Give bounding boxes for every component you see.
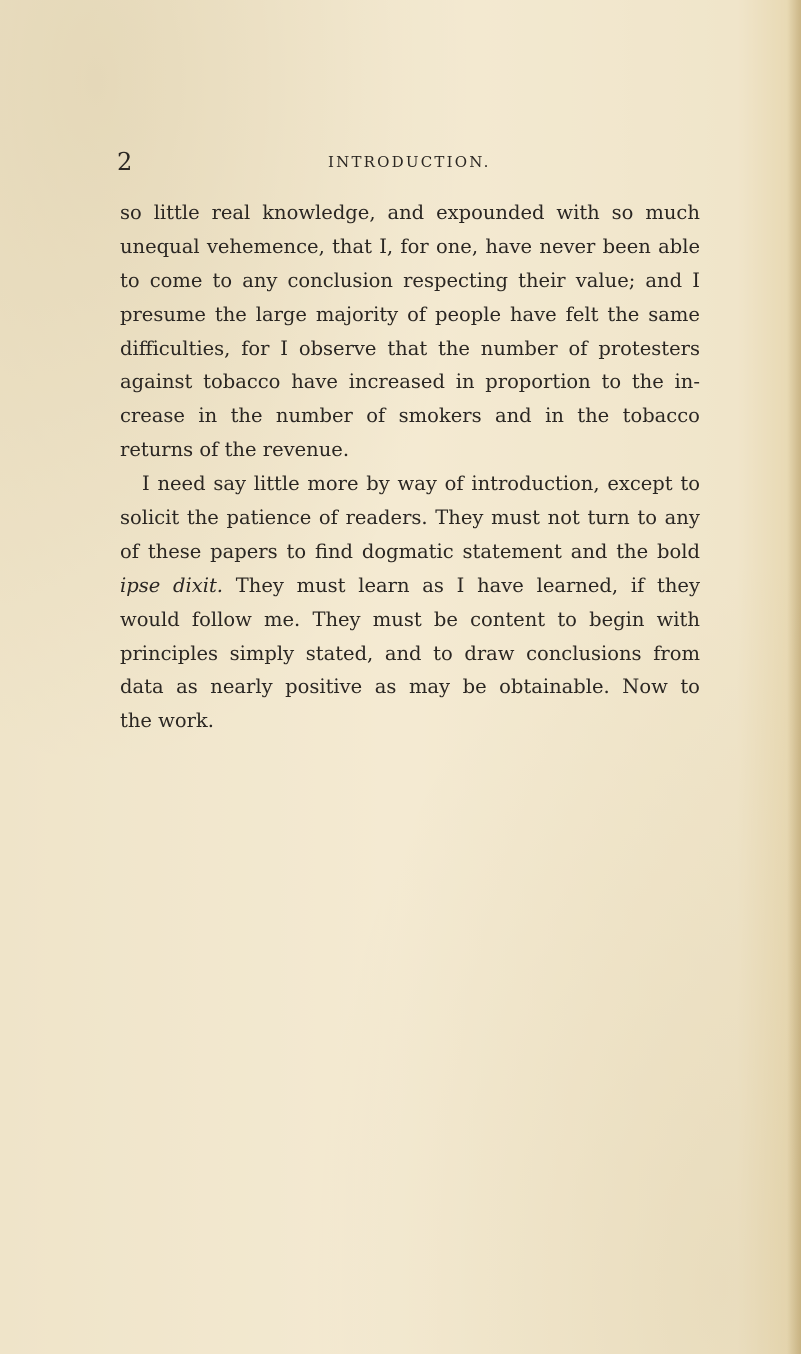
text-line <box>120 230 700 264</box>
word: have <box>509 302 557 326</box>
word: of <box>366 404 386 428</box>
text-line <box>120 467 700 501</box>
word: to <box>120 268 140 292</box>
word: so <box>120 201 142 224</box>
word: I <box>692 268 700 292</box>
word: the <box>186 506 219 530</box>
word: come <box>149 268 203 292</box>
word: returns <box>120 438 194 462</box>
word: same <box>648 302 700 326</box>
word: the <box>631 370 664 394</box>
word: little <box>253 472 300 496</box>
word: Now <box>622 675 668 699</box>
word: say <box>213 472 246 496</box>
word: to <box>601 370 622 394</box>
word: vehemence, <box>206 234 325 258</box>
word: for <box>241 336 270 360</box>
word: these <box>147 539 202 563</box>
word: increased <box>348 370 445 394</box>
text-line <box>120 637 700 671</box>
running-head <box>0 146 801 178</box>
running-title: INTRODUCTION. <box>328 153 491 171</box>
word: more <box>307 472 359 496</box>
word: of <box>407 302 427 326</box>
word: obtainable. <box>499 675 610 699</box>
word: the <box>607 302 640 326</box>
word: I <box>456 573 465 597</box>
word: have <box>477 573 524 597</box>
word: be <box>433 607 458 631</box>
word: presume <box>120 302 206 326</box>
word: they <box>657 573 700 597</box>
word: any <box>242 268 278 292</box>
word: introduction, <box>471 472 600 496</box>
word: the <box>214 302 247 326</box>
text-line <box>120 670 700 704</box>
word: in <box>198 404 218 428</box>
word: with <box>556 201 600 224</box>
word: and <box>570 539 608 563</box>
word: patience <box>226 506 312 530</box>
page-edge-shadow <box>787 0 801 1354</box>
word: They <box>435 506 484 530</box>
word: never <box>539 234 596 258</box>
word: and <box>495 404 532 428</box>
word: in <box>455 370 475 394</box>
word: learn <box>358 573 410 597</box>
word: for <box>400 234 429 258</box>
word: papers <box>210 539 278 563</box>
word: not <box>547 506 580 530</box>
word: the <box>120 709 152 733</box>
word: They <box>235 573 284 597</box>
word: except <box>607 472 673 496</box>
paragraph <box>120 467 700 738</box>
word: smokers <box>398 404 482 428</box>
text-line <box>120 196 700 230</box>
word: majority <box>315 302 399 326</box>
word: the <box>616 539 649 563</box>
word: protesters <box>598 336 700 360</box>
word: as <box>422 573 444 597</box>
word: conclusion <box>287 268 393 292</box>
word: unequal <box>120 234 200 258</box>
word: positive <box>285 675 363 699</box>
word: to <box>680 675 700 699</box>
word: by <box>366 472 390 496</box>
word: nearly <box>210 675 273 699</box>
word: one, <box>436 234 479 258</box>
word: and <box>645 268 683 292</box>
word: be <box>462 675 487 699</box>
text-line <box>120 298 700 332</box>
word: They <box>312 607 361 631</box>
word: been <box>602 234 651 258</box>
italic-word: ipse <box>120 573 161 597</box>
word: draw <box>464 641 515 665</box>
word: must <box>296 573 346 597</box>
word: I, <box>379 234 394 258</box>
word: work. <box>158 709 214 733</box>
word: to <box>286 539 307 563</box>
text-line <box>120 569 700 603</box>
word: proportion <box>485 370 591 394</box>
word: bold <box>657 539 700 563</box>
word: statement <box>462 539 562 563</box>
word: difficulties, <box>120 336 231 360</box>
word: any <box>664 506 700 530</box>
word: of <box>120 539 139 563</box>
word: turn <box>587 506 630 530</box>
word: may <box>408 675 451 699</box>
word: way <box>397 472 437 496</box>
text-line <box>120 433 700 467</box>
word: of <box>199 438 219 462</box>
word: knowledge, <box>262 201 376 224</box>
word: tobacco <box>203 370 281 394</box>
word: value; <box>575 268 636 292</box>
text-line <box>120 399 700 433</box>
word: I <box>142 472 150 496</box>
paragraph <box>120 196 700 467</box>
word: and <box>387 201 425 224</box>
text-line <box>120 704 700 738</box>
word: simply <box>229 641 295 665</box>
word: the <box>230 404 263 428</box>
word: as <box>176 675 198 699</box>
word: me. <box>264 607 301 631</box>
word: people <box>435 302 502 326</box>
word: that <box>332 234 372 258</box>
word: the <box>224 438 257 462</box>
word: in- <box>674 370 700 394</box>
word: to <box>557 607 577 631</box>
word: the <box>438 336 470 360</box>
word: number <box>275 404 353 428</box>
word: from <box>653 641 700 665</box>
word: against <box>120 370 193 394</box>
word: have <box>485 234 533 258</box>
word: in <box>545 404 564 428</box>
word: and <box>384 641 422 665</box>
word: stated, <box>305 641 374 665</box>
word: learned, <box>536 573 619 597</box>
word: little <box>153 201 200 224</box>
word: expounded <box>436 201 545 224</box>
word: felt <box>565 302 599 326</box>
word: of <box>318 506 338 530</box>
word: crease <box>120 404 185 428</box>
word: readers. <box>345 506 428 530</box>
word: dogmatic <box>361 539 454 563</box>
word: would <box>120 607 180 631</box>
word: observe <box>298 336 377 360</box>
word: with <box>656 607 700 631</box>
word: data <box>120 675 164 699</box>
word: find <box>314 539 353 563</box>
word: begin <box>589 607 645 631</box>
word: able <box>658 234 700 258</box>
word: if <box>630 573 645 597</box>
word: much <box>645 201 700 224</box>
italic-word: dixit. <box>173 573 224 597</box>
word: must <box>491 506 540 530</box>
word: follow <box>191 607 252 631</box>
word: so <box>611 201 634 224</box>
text-line <box>120 603 700 637</box>
text-line <box>120 332 700 366</box>
word: to <box>637 506 657 530</box>
word: to <box>680 472 700 496</box>
body-text <box>120 196 700 738</box>
word: large <box>255 302 307 326</box>
text-line <box>120 264 700 298</box>
word: conclusions <box>526 641 642 665</box>
page-number: 2 <box>117 148 133 176</box>
word: have <box>291 370 338 394</box>
word: as <box>374 675 397 699</box>
word: must <box>372 607 422 631</box>
word: of <box>444 472 464 496</box>
word: respecting <box>403 268 509 292</box>
word: solicit <box>120 506 180 530</box>
word: of <box>568 336 588 360</box>
word: content <box>470 607 546 631</box>
text-line <box>120 365 700 399</box>
word: that <box>387 336 428 360</box>
text-line <box>120 535 700 569</box>
word: the <box>577 404 610 428</box>
word: tobacco <box>622 404 700 428</box>
word: their <box>518 268 566 292</box>
word: to <box>433 641 453 665</box>
word: revenue. <box>262 438 350 462</box>
word: number <box>480 336 558 360</box>
word: real <box>211 201 251 224</box>
word: to <box>212 268 233 292</box>
text-line <box>120 501 700 535</box>
word: need <box>157 472 206 496</box>
word: principles <box>120 641 219 665</box>
word: I <box>280 336 288 360</box>
